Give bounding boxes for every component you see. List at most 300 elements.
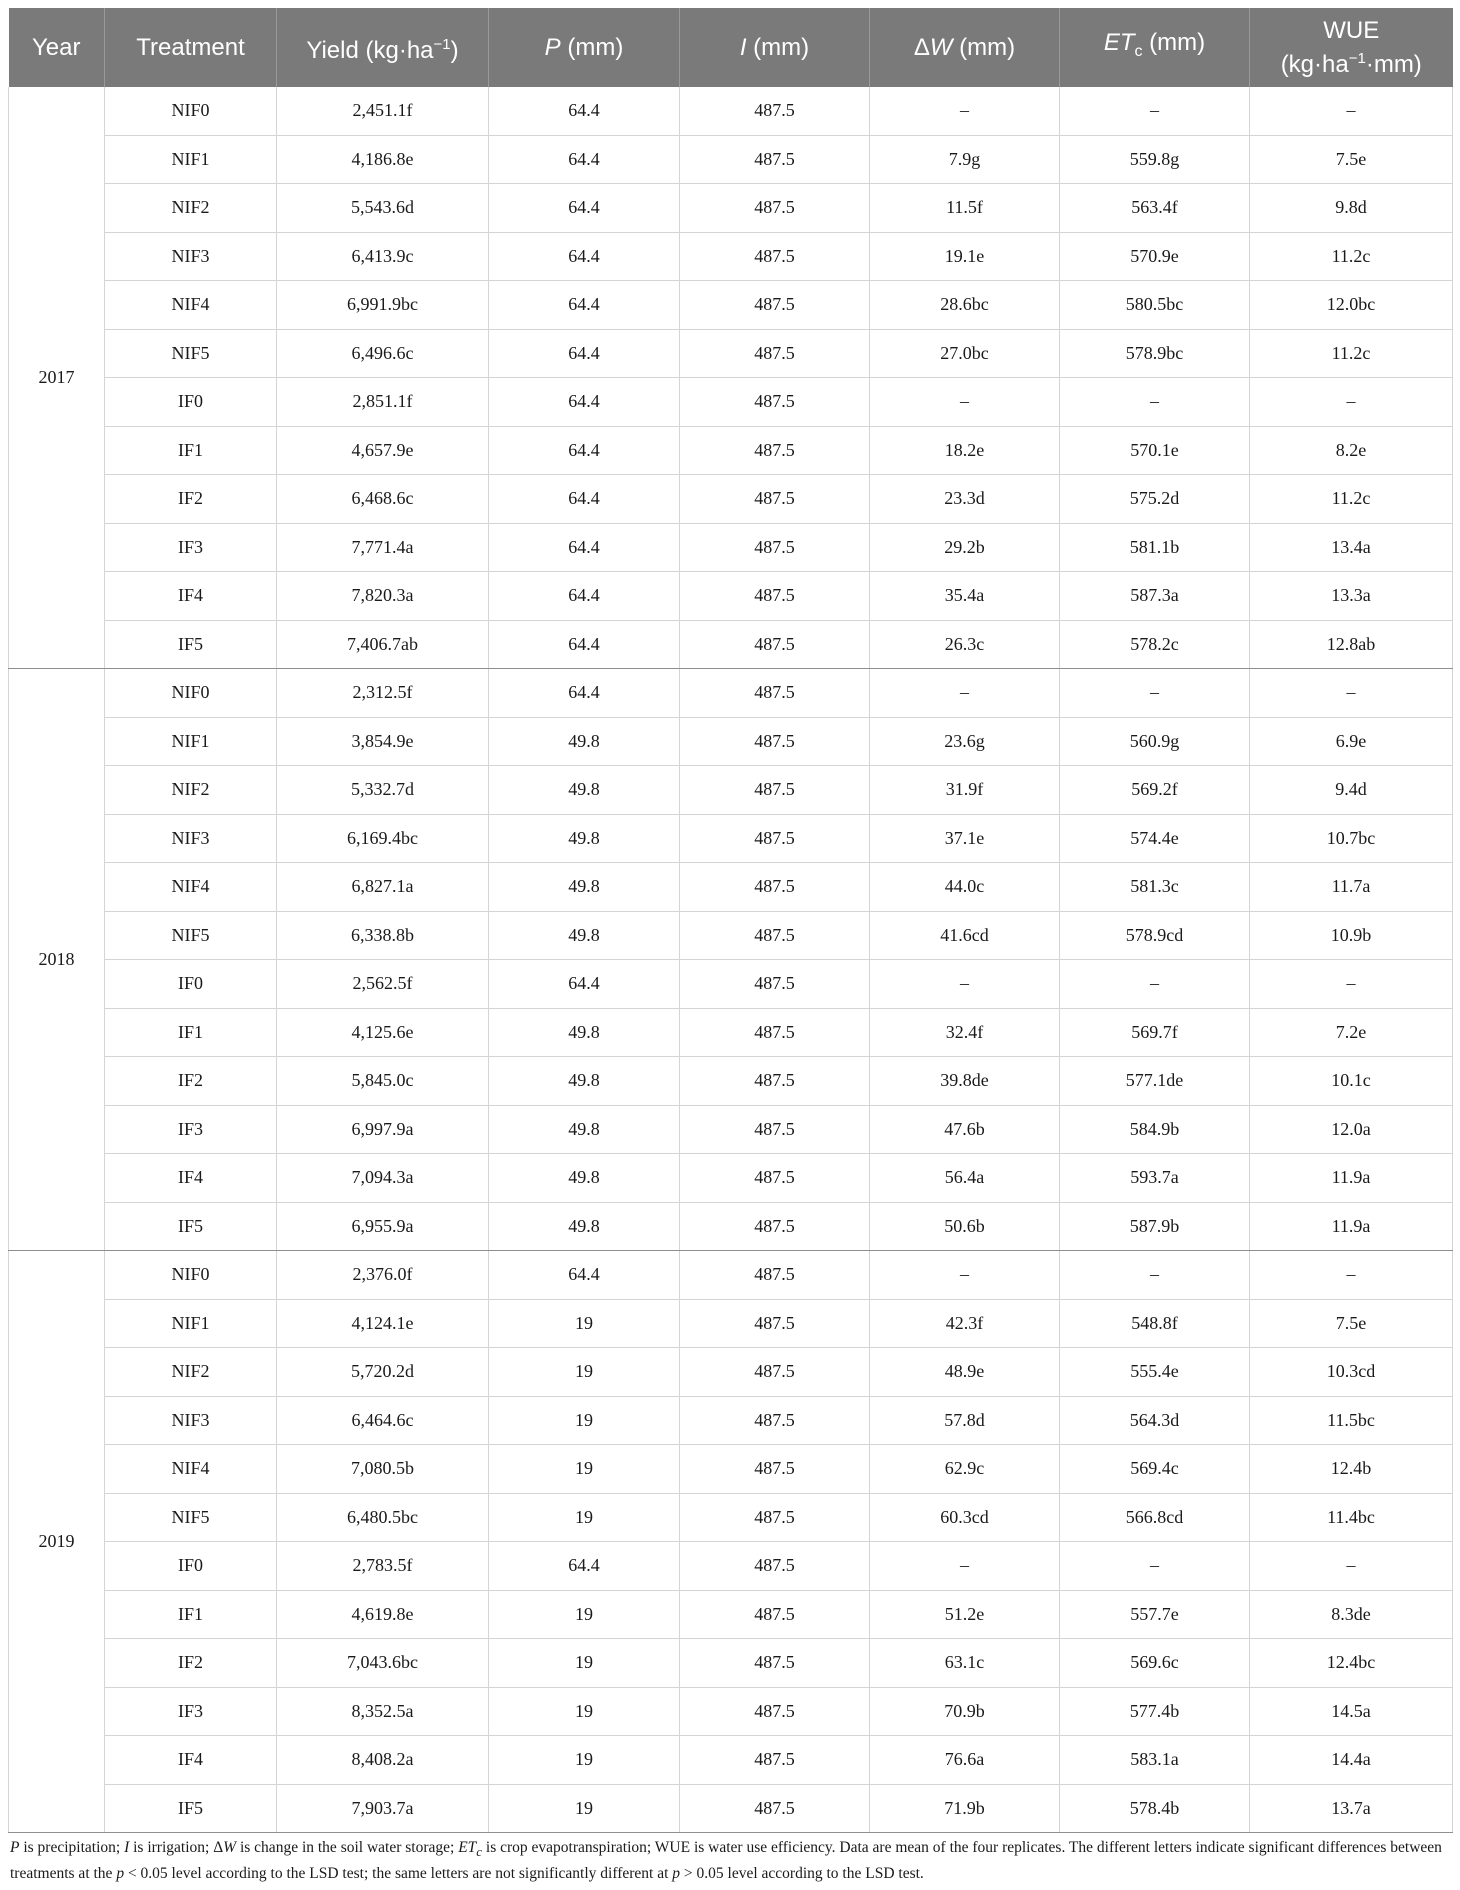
header-wue-sup: −1 [1348,49,1366,67]
cell-evapotranspiration: 593.7a [1060,1154,1250,1203]
footnote-text: is irrigation; Δ [129,1839,224,1856]
cell-wue: 12.0bc [1250,281,1453,330]
header-evapotranspiration-sub: c [1134,42,1143,60]
cell-water-storage: – [870,378,1060,427]
cell-yield: 6,169.4bc [277,814,489,863]
results-table [8,8,1453,1833]
footnote-var-et: ET [458,1839,477,1856]
cell-yield: 2,783.5f [277,1542,489,1591]
cell-wue: 7.2e [1250,1008,1453,1057]
cell-evapotranspiration: 560.9g [1060,717,1250,766]
cell-irrigation: 487.5 [680,1590,870,1639]
cell-precipitation: 19 [489,1445,680,1494]
footnote-text: is precipitation; [19,1839,125,1856]
cell-yield: 5,720.2d [277,1348,489,1397]
cell-water-storage: 32.4f [870,1008,1060,1057]
footnote-var-p: P [10,1839,20,1856]
cell-wue: 14.4a [1250,1736,1453,1785]
cell-wue: 9.8d [1250,184,1453,233]
header-yield-sup: −1 [433,35,451,53]
table-row [9,669,1453,718]
cell-evapotranspiration: 583.1a [1060,1736,1250,1785]
cell-yield: 7,094.3a [277,1154,489,1203]
cell-treatment: IF2 [105,1057,277,1106]
cell-precipitation: 19 [489,1784,680,1833]
cell-wue: – [1250,1542,1453,1591]
header-wue-line2-end: ·mm) [1365,50,1422,78]
cell-irrigation: 487.5 [680,911,870,960]
cell-water-storage: 7.9g [870,135,1060,184]
table-row [9,1687,1453,1736]
cell-treatment: IF5 [105,1202,277,1251]
cell-evapotranspiration: – [1060,378,1250,427]
table-row [9,1251,1453,1300]
table-row [9,1542,1453,1591]
footnote-var-et-sub: c [476,1844,483,1860]
cell-treatment: IF0 [105,378,277,427]
cell-irrigation: 487.5 [680,1784,870,1833]
cell-wue: 14.5a [1250,1687,1453,1736]
cell-irrigation: 487.5 [680,378,870,427]
cell-irrigation: 487.5 [680,1154,870,1203]
table-row [9,1639,1453,1688]
cell-precipitation: 64.4 [489,960,680,1009]
cell-irrigation: 487.5 [680,135,870,184]
cell-evapotranspiration: 577.1de [1060,1057,1250,1106]
cell-irrigation: 487.5 [680,523,870,572]
header-wue-line2: (kg·ha [1280,50,1349,78]
cell-yield: 4,124.1e [277,1299,489,1348]
table-row [9,1057,1453,1106]
cell-yield: 6,468.6c [277,475,489,524]
table-row [9,1105,1453,1154]
cell-evapotranspiration: 566.8cd [1060,1493,1250,1542]
cell-yield: 7,820.3a [277,572,489,621]
cell-water-storage: 29.2b [870,523,1060,572]
footnote-var-w: W [223,1839,237,1856]
table-row [9,1299,1453,1348]
cell-water-storage: – [870,87,1060,135]
cell-wue: 11.4bc [1250,1493,1453,1542]
cell-treatment: NIF4 [105,1445,277,1494]
cell-wue: 13.4a [1250,523,1453,572]
cell-precipitation: 19 [489,1396,680,1445]
cell-precipitation: 64.4 [489,378,680,427]
cell-precipitation: 49.8 [489,863,680,912]
cell-yield: 7,903.7a [277,1784,489,1833]
cell-precipitation: 64.4 [489,329,680,378]
cell-irrigation: 487.5 [680,960,870,1009]
cell-water-storage: 63.1c [870,1639,1060,1688]
header-treatment-label: Treatment [136,33,245,61]
cell-yield: 5,543.6d [277,184,489,233]
cell-water-storage: – [870,1542,1060,1591]
cell-yield: 6,991.9bc [277,281,489,330]
cell-yield: 4,657.9e [277,426,489,475]
cell-treatment: NIF2 [105,184,277,233]
cell-precipitation: 64.4 [489,1251,680,1300]
table-row [9,1590,1453,1639]
table-row [9,378,1453,427]
table-row [9,717,1453,766]
cell-year: 2017 [9,87,105,669]
cell-evapotranspiration: 563.4f [1060,184,1250,233]
cell-wue: 12.0a [1250,1105,1453,1154]
cell-treatment: IF3 [105,523,277,572]
cell-precipitation: 49.8 [489,1008,680,1057]
cell-water-storage: 39.8de [870,1057,1060,1106]
footnote-text: is change in the soil water storage; [236,1839,459,1856]
cell-treatment: NIF5 [105,329,277,378]
cell-yield: 6,955.9a [277,1202,489,1251]
cell-yield: 5,845.0c [277,1057,489,1106]
cell-irrigation: 487.5 [680,572,870,621]
cell-wue: 11.7a [1250,863,1453,912]
cell-water-storage: 31.9f [870,766,1060,815]
cell-yield: 3,854.9e [277,717,489,766]
cell-yield: 4,186.8e [277,135,489,184]
table-row [9,766,1453,815]
table-row [9,1784,1453,1833]
cell-water-storage: 28.6bc [870,281,1060,330]
cell-irrigation: 487.5 [680,1008,870,1057]
cell-precipitation: 19 [489,1348,680,1397]
cell-treatment: IF4 [105,572,277,621]
cell-precipitation: 49.8 [489,1057,680,1106]
cell-treatment: IF3 [105,1105,277,1154]
cell-irrigation: 487.5 [680,1687,870,1736]
cell-yield: 6,413.9c [277,232,489,281]
cell-evapotranspiration: 581.1b [1060,523,1250,572]
header-wue [1250,8,1453,87]
cell-precipitation: 64.4 [489,281,680,330]
header-evapotranspiration [1060,8,1250,87]
cell-evapotranspiration: 587.3a [1060,572,1250,621]
cell-evapotranspiration: 570.1e [1060,426,1250,475]
cell-irrigation: 487.5 [680,1542,870,1591]
cell-water-storage: 71.9b [870,1784,1060,1833]
cell-wue: 7.5e [1250,135,1453,184]
cell-treatment: NIF5 [105,1493,277,1542]
cell-water-storage: 51.2e [870,1590,1060,1639]
cell-water-storage: 50.6b [870,1202,1060,1251]
footnote-text: is crop evapotranspiration; WUE is water use efficiency. Data are mean of the four replicates. The different letters indicate significant differences between treatments at the [10,1839,1442,1883]
cell-treatment: IF0 [105,960,277,1009]
cell-evapotranspiration: – [1060,960,1250,1009]
cell-evapotranspiration: 570.9e [1060,232,1250,281]
cell-wue: 11.9a [1250,1202,1453,1251]
cell-treatment: NIF3 [105,814,277,863]
table-row [9,1736,1453,1785]
cell-treatment: NIF0 [105,1251,277,1300]
cell-treatment: NIF1 [105,717,277,766]
cell-irrigation: 487.5 [680,1251,870,1300]
header-irrigation-var: I [739,33,747,61]
cell-treatment: IF5 [105,620,277,669]
cell-treatment: IF2 [105,1639,277,1688]
table-row [9,232,1453,281]
cell-wue: 12.8ab [1250,620,1453,669]
cell-irrigation: 487.5 [680,426,870,475]
cell-water-storage: 23.6g [870,717,1060,766]
cell-treatment: IF2 [105,475,277,524]
cell-precipitation: 19 [489,1590,680,1639]
cell-irrigation: 487.5 [680,1348,870,1397]
header-irrigation [680,8,870,87]
table-row [9,863,1453,912]
table-row [9,1008,1453,1057]
cell-precipitation: 49.8 [489,814,680,863]
cell-wue: 10.9b [1250,911,1453,960]
cell-evapotranspiration: 569.2f [1060,766,1250,815]
cell-irrigation: 487.5 [680,1057,870,1106]
header-precipitation-unit: (mm) [560,33,624,61]
cell-wue: – [1250,669,1453,718]
cell-wue: – [1250,87,1453,135]
cell-treatment: NIF4 [105,281,277,330]
header-water-storage [870,8,1060,87]
header-year [9,8,105,87]
table-body [9,87,1453,1833]
cell-evapotranspiration: 557.7e [1060,1590,1250,1639]
cell-yield: 8,408.2a [277,1736,489,1785]
cell-water-storage: 76.6a [870,1736,1060,1785]
table-footnote [8,1837,1452,1885]
table-row [9,1154,1453,1203]
cell-yield: 2,451.1f [277,87,489,135]
cell-water-storage: 27.0bc [870,329,1060,378]
cell-wue: 12.4bc [1250,1639,1453,1688]
header-water-storage-unit: (mm) [952,33,1016,61]
cell-treatment: IF1 [105,1590,277,1639]
cell-water-storage: 56.4a [870,1154,1060,1203]
cell-precipitation: 19 [489,1299,680,1348]
cell-treatment: NIF3 [105,1396,277,1445]
cell-irrigation: 487.5 [680,1639,870,1688]
cell-precipitation: 64.4 [489,135,680,184]
header-irrigation-unit: (mm) [746,33,810,61]
cell-yield: 7,043.6bc [277,1639,489,1688]
cell-treatment: IF0 [105,1542,277,1591]
cell-precipitation: 64.4 [489,572,680,621]
cell-water-storage: 44.0c [870,863,1060,912]
footnote-var-i: I [124,1839,130,1856]
cell-yield: 4,619.8e [277,1590,489,1639]
cell-wue: 7.5e [1250,1299,1453,1348]
cell-treatment: NIF0 [105,87,277,135]
table-row [9,1348,1453,1397]
cell-evapotranspiration: 569.7f [1060,1008,1250,1057]
cell-water-storage: 70.9b [870,1687,1060,1736]
cell-evapotranspiration: 559.8g [1060,135,1250,184]
cell-treatment: IF3 [105,1687,277,1736]
cell-irrigation: 487.5 [680,669,870,718]
header-year-label: Year [32,33,81,61]
cell-irrigation: 487.5 [680,1396,870,1445]
table-row [9,1396,1453,1445]
cell-yield: 7,771.4a [277,523,489,572]
cell-treatment: NIF2 [105,1348,277,1397]
cell-precipitation: 64.4 [489,475,680,524]
cell-evapotranspiration: 581.3c [1060,863,1250,912]
cell-irrigation: 487.5 [680,620,870,669]
footnote-var-p-value: p [672,1865,681,1883]
cell-water-storage: 42.3f [870,1299,1060,1348]
cell-yield: 5,332.7d [277,766,489,815]
cell-treatment: IF1 [105,426,277,475]
cell-wue: 11.2c [1250,329,1453,378]
table-row [9,1445,1453,1494]
cell-year: 2019 [9,1251,105,1833]
cell-evapotranspiration: 555.4e [1060,1348,1250,1397]
cell-yield: 2,851.1f [277,378,489,427]
cell-evapotranspiration: – [1060,669,1250,718]
cell-treatment: IF4 [105,1736,277,1785]
cell-yield: 7,406.7ab [277,620,489,669]
cell-yield: 6,496.6c [277,329,489,378]
cell-precipitation: 49.8 [489,766,680,815]
cell-irrigation: 487.5 [680,232,870,281]
cell-irrigation: 487.5 [680,1493,870,1542]
footnote-text: < 0.05 level according to the LSD test; the same letters are not significantly different at [124,1865,673,1883]
table-row [9,1493,1453,1542]
cell-evapotranspiration: 578.4b [1060,1784,1250,1833]
cell-irrigation: 487.5 [680,814,870,863]
table-row [9,960,1453,1009]
table-row [9,911,1453,960]
header-row [9,8,1453,87]
cell-yield: 6,997.9a [277,1105,489,1154]
cell-precipitation: 64.4 [489,184,680,233]
cell-irrigation: 487.5 [680,766,870,815]
cell-wue: 11.5bc [1250,1396,1453,1445]
cell-yield: 4,125.6e [277,1008,489,1057]
cell-yield: 2,312.5f [277,669,489,718]
header-yield [277,8,489,87]
cell-evapotranspiration: 569.4c [1060,1445,1250,1494]
cell-irrigation: 487.5 [680,1736,870,1785]
cell-water-storage: 57.8d [870,1396,1060,1445]
cell-evapotranspiration: 575.2d [1060,475,1250,524]
cell-wue: 8.3de [1250,1590,1453,1639]
cell-evapotranspiration: 564.3d [1060,1396,1250,1445]
header-yield-label: Yield (kg·ha [306,36,434,64]
header-precipitation [489,8,680,87]
cell-wue: 8.2e [1250,426,1453,475]
cell-irrigation: 487.5 [680,717,870,766]
header-evapotranspiration-unit: (mm) [1142,29,1206,57]
table-row [9,572,1453,621]
cell-irrigation: 487.5 [680,1105,870,1154]
cell-treatment: NIF3 [105,232,277,281]
header-evapotranspiration-var: ET [1103,29,1135,57]
table-row [9,475,1453,524]
cell-water-storage: 48.9e [870,1348,1060,1397]
cell-precipitation: 64.4 [489,87,680,135]
cell-irrigation: 487.5 [680,1299,870,1348]
table-row [9,523,1453,572]
cell-irrigation: 487.5 [680,1445,870,1494]
cell-treatment: IF4 [105,1154,277,1203]
cell-precipitation: 19 [489,1639,680,1688]
table-row [9,87,1453,135]
cell-precipitation: 64.4 [489,669,680,718]
cell-evapotranspiration: 580.5bc [1060,281,1250,330]
cell-treatment: NIF0 [105,669,277,718]
cell-wue: 13.3a [1250,572,1453,621]
cell-water-storage: 47.6b [870,1105,1060,1154]
cell-precipitation: 19 [489,1687,680,1736]
cell-year: 2018 [9,669,105,1251]
cell-treatment: NIF2 [105,766,277,815]
cell-evapotranspiration: 569.6c [1060,1639,1250,1688]
cell-evapotranspiration: 578.9bc [1060,329,1250,378]
cell-precipitation: 64.4 [489,620,680,669]
table-container [8,8,1452,1885]
cell-evapotranspiration: 587.9b [1060,1202,1250,1251]
cell-wue: 11.2c [1250,475,1453,524]
cell-water-storage: 41.6cd [870,911,1060,960]
cell-yield: 2,562.5f [277,960,489,1009]
cell-water-storage: 18.2e [870,426,1060,475]
table-row [9,1202,1453,1251]
cell-yield: 6,480.5bc [277,1493,489,1542]
cell-wue: – [1250,960,1453,1009]
cell-yield: 6,464.6c [277,1396,489,1445]
cell-water-storage: – [870,1251,1060,1300]
cell-wue: – [1250,378,1453,427]
cell-water-storage: 60.3cd [870,1493,1060,1542]
cell-yield: 6,338.8b [277,911,489,960]
table-row [9,135,1453,184]
cell-precipitation: 49.8 [489,911,680,960]
cell-precipitation: 49.8 [489,1202,680,1251]
cell-irrigation: 487.5 [680,281,870,330]
table-row [9,184,1453,233]
cell-wue: 10.1c [1250,1057,1453,1106]
cell-evapotranspiration: 577.4b [1060,1687,1250,1736]
cell-water-storage: – [870,960,1060,1009]
cell-wue: 10.7bc [1250,814,1453,863]
cell-evapotranspiration: 578.2c [1060,620,1250,669]
footnote-text: > 0.05 level according to the LSD test. [680,1865,924,1883]
cell-water-storage: – [870,669,1060,718]
cell-precipitation: 49.8 [489,717,680,766]
cell-evapotranspiration: 578.9cd [1060,911,1250,960]
cell-precipitation: 64.4 [489,523,680,572]
table-row [9,426,1453,475]
cell-irrigation: 487.5 [680,863,870,912]
header-yield-close: ) [450,36,459,64]
cell-precipitation: 64.4 [489,232,680,281]
cell-evapotranspiration: 548.8f [1060,1299,1250,1348]
cell-water-storage: 11.5f [870,184,1060,233]
cell-treatment: IF5 [105,1784,277,1833]
footnote-var-p-value: p [116,1865,125,1883]
cell-irrigation: 487.5 [680,475,870,524]
cell-treatment: NIF4 [105,863,277,912]
cell-water-storage: 35.4a [870,572,1060,621]
cell-evapotranspiration: – [1060,87,1250,135]
cell-water-storage: 37.1e [870,814,1060,863]
cell-wue: 11.9a [1250,1154,1453,1203]
table-header [9,8,1453,87]
cell-irrigation: 487.5 [680,184,870,233]
cell-wue: 9.4d [1250,766,1453,815]
cell-yield: 2,376.0f [277,1251,489,1300]
header-treatment [105,8,277,87]
header-precipitation-var: P [544,33,561,61]
